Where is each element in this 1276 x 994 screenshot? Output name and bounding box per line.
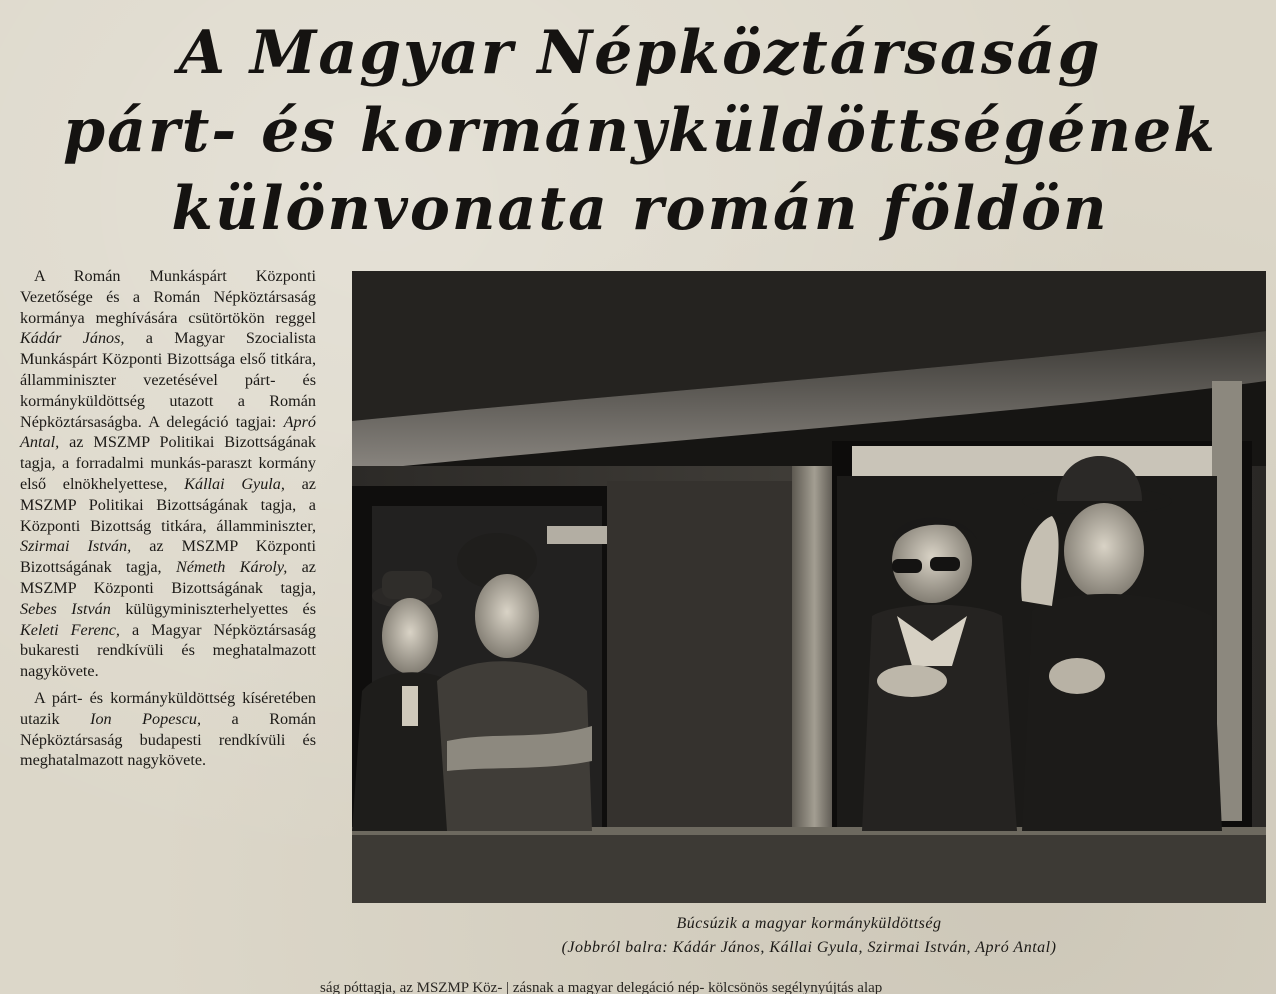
article-column — [20, 266, 316, 771]
photo-caption — [352, 912, 1266, 960]
article-name: Keleti Ferenc, — [20, 620, 120, 639]
photo-train-window — [352, 271, 1266, 903]
article-name: Apró Antal, — [20, 412, 316, 452]
headline-line-3: különvonata román földön — [171, 174, 1109, 244]
article-name: Németh Károly, — [175, 558, 288, 577]
article-name: Kállai Gyula, — [184, 474, 285, 493]
caption-line-2: (Jobbról balra: Kádár János, Kállai Gyula, Szirmai István, Apró Antal) — [561, 939, 1057, 956]
article-text: a Román Népköztársaság budapesti rendkívüli és meghatalmazott nagykövete. — [20, 709, 316, 770]
photo-image — [352, 271, 1266, 903]
article-name: Kádár János, — [20, 329, 125, 348]
article-text: A Román Munkáspárt Központi Vezetősége és a Román Népköztársaság kormánya meghívására csütörtökön reggel — [20, 267, 316, 327]
article-name: Szirmai István, — [20, 537, 132, 556]
caption-line-1: Búcsúzik a magyar kormányküldöttség — [676, 915, 942, 932]
headline-line-1: A Magyar Népköztársaság — [178, 18, 1102, 88]
article-text: az MSZMP Politikai Bizottságának tagja, a Központi Bizottság titkára, államminiszter, — [20, 474, 316, 535]
article-text: A párt- és kormányküldöttség kíséretében utazik — [20, 688, 316, 728]
article-name: Sebes István — [20, 599, 111, 618]
headline-line-2: párt- és kormányküldöttségének — [63, 96, 1217, 166]
article-text: külügyminiszterhelyettes és — [110, 599, 316, 618]
article-text: a Magyar Szocialista Munkáspárt Központi Bizottsága első titkára, államminiszter vezetésével párt- és kormányküldöttség utazott a Román Népköztársaságba. A delegáció tagjai: — [20, 329, 316, 431]
article-paragraph-1 — [20, 266, 316, 682]
headline — [60, 14, 1220, 248]
next-article-fragment: ság póttagja, az MSZMP Köz- | zásnak a magyar delegáció nép- kölcsönös segélynyújtás alap — [320, 980, 883, 994]
article-text: az MSZMP Központi Bizottságának tagja, — [20, 537, 316, 577]
article-name: Ion Popescu, — [90, 709, 202, 728]
article-text: az MSZMP Központi Bizottságának tagja, — [20, 558, 316, 597]
article-text: az MSZMP Politikai Bizottságának tagja, a forradalmi munkás-paraszt kormány első elnökhelyettese, — [20, 433, 316, 493]
article-paragraph-2 — [20, 688, 316, 771]
article-text: a Magyar Népköztársaság bukaresti rendkívüli és meghatalmazott nagykövete. — [20, 620, 316, 681]
